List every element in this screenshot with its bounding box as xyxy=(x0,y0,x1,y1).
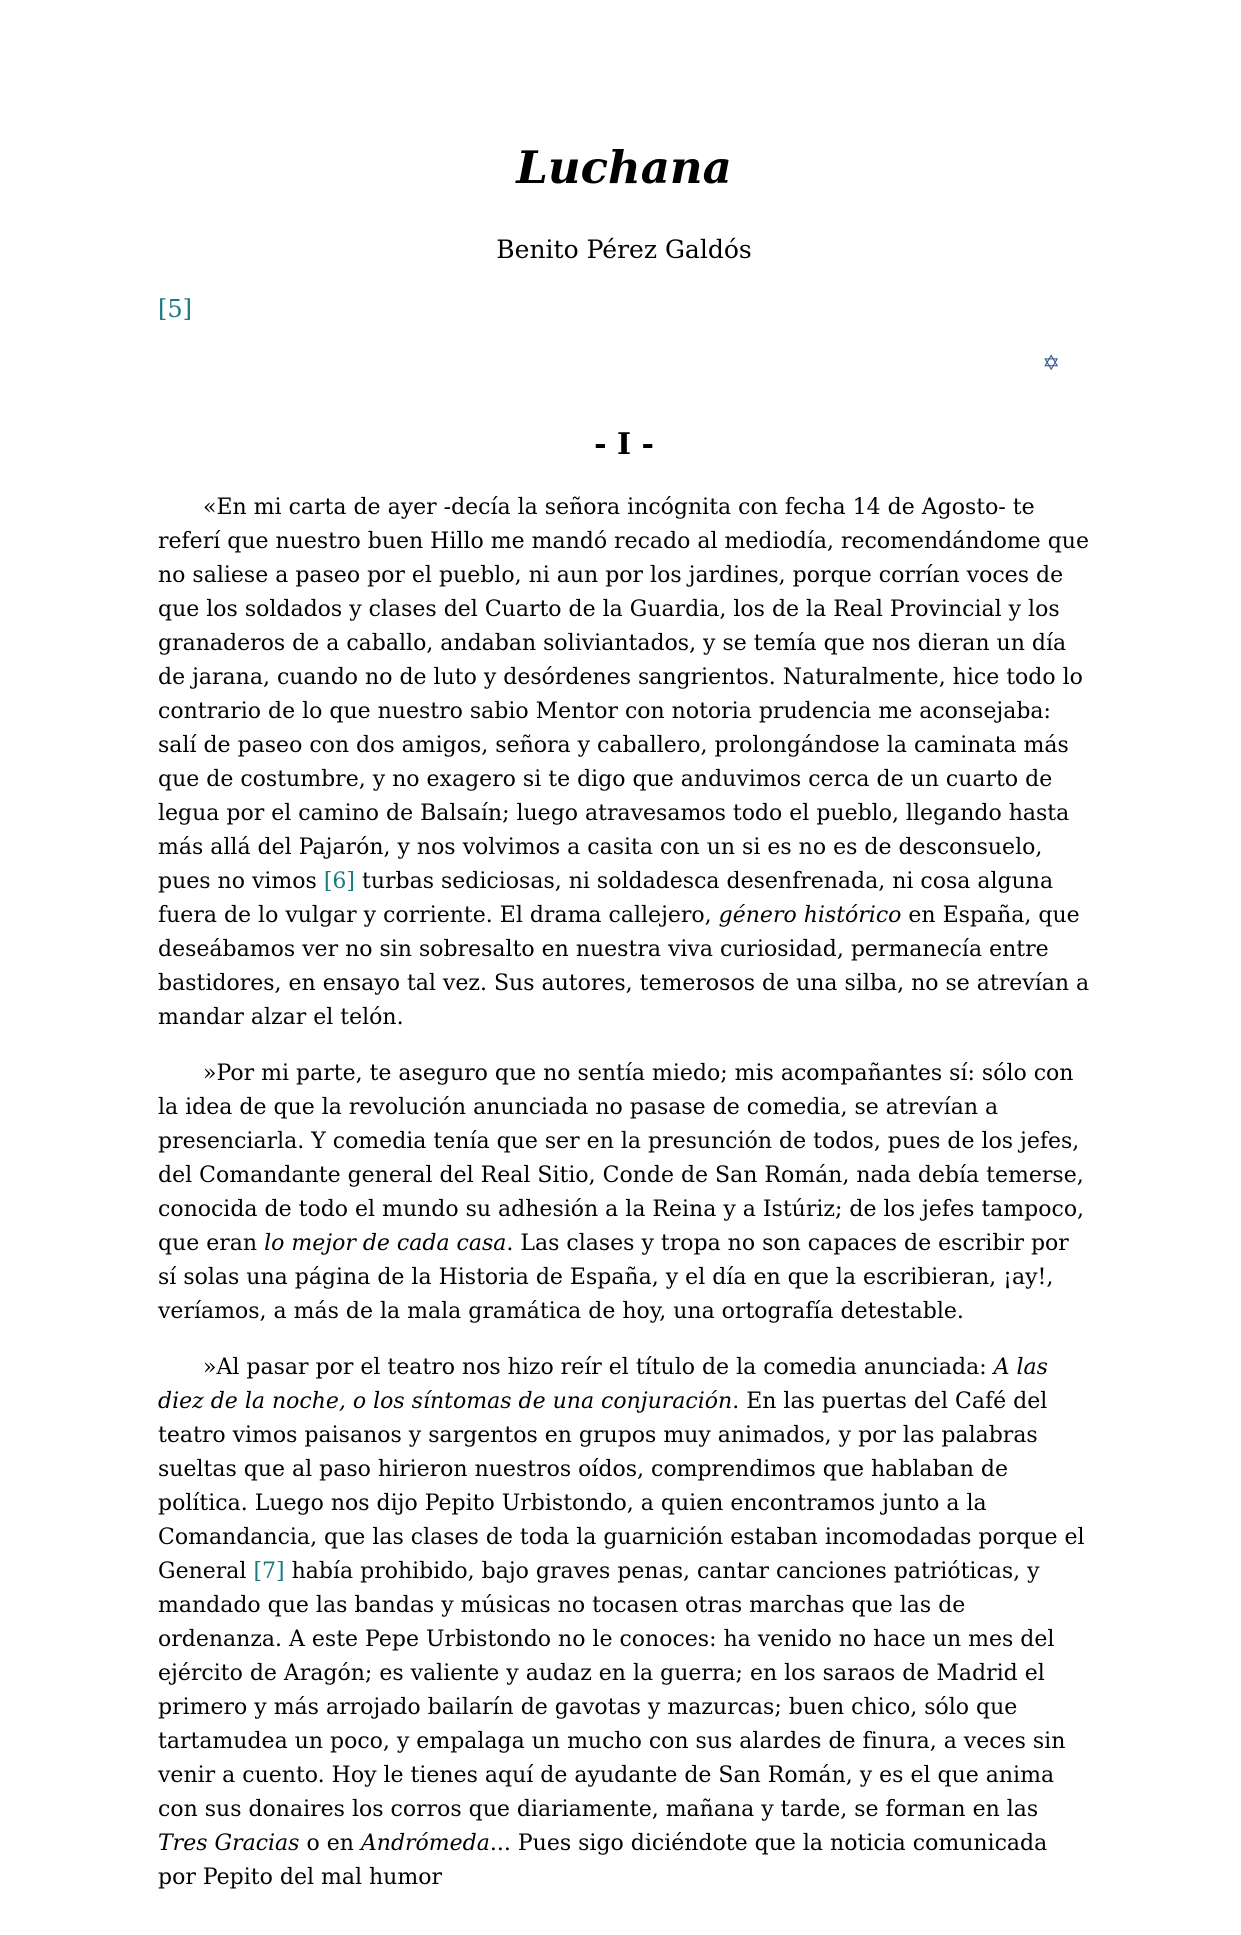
text-run: «En mi carta de ayer -decía la señora incógnita con fecha 14 de Agosto- te referí que nuestro buen Hillo me mandó recado al mediodía, recomendándome que no saliese a paseo por el pueblo, ni aun por los jardines, porque corrían voces de que los soldados y clases del Cuarto de la Guardia, los de la Real Provincial y los granaderos de a caballo, andaban soliviantados, y se temía que nos dieran un día de jarana, cuando no de luto y desórdenes sangrientos. Naturalmente, hice todo lo contrario de lo que nuestro sabio Mentor con notoria prudencia me aconsejaba: salí de paseo con dos amigos, señora y caballero, prolongándose la caminata más que de costumbre, y no exagero si te digo que anduvimos cerca de un cuarto de legua por el camino de Balsaín; luego atravesamos todo el pueblo, llegando hasta más allá del Pajarón, y nos volvimos a casita con un si es no es de desconsuelo, pues no vimos xyxy=(158,494,1089,894)
text-run: »Por mi parte, te aseguro que no sentía miedo; mis acompañantes sí: sólo con la idea de que la revolución anunciada no pasase de comedia, se atrevían a presenciarla. Y comedia tenía que ser en la presunción de todos, pues de los jefes, del Comandante general del Real Sitio, Conde de San Román, nada debía temerse, conocida de todo el mundo su adhesión a la Reina y a Istúriz; de los jefes tampoco, que eran xyxy=(158,1060,1085,1256)
paragraph xyxy=(158,1057,1090,1329)
paragraph xyxy=(158,1351,1090,1895)
body-text xyxy=(158,491,1090,1895)
text-run: en España, que deseábamos ver no sin sobresalto en nuestra viva curiosidad, permanecía entre bastidores, en ensayo tal vez. Sus autores, temerosos de una silba, no se atrevían a mandar alzar el telón. xyxy=(158,902,1090,1030)
text-run: ... Pues sigo diciéndote que la noticia comunicada por Pepito del mal humor xyxy=(158,1830,1048,1890)
italic-text-run: A las diez de la noche, o los síntomas de una conjuración xyxy=(158,1354,1048,1414)
text-run: o en xyxy=(299,1830,361,1856)
italic-text-run: Tres Gracias xyxy=(158,1830,300,1856)
star-of-david-icon[interactable]: ✡ xyxy=(1042,351,1060,376)
page-anchor[interactable]: [7] xyxy=(253,1558,285,1584)
italic-text-run: género histórico xyxy=(718,902,902,928)
page-anchor-5[interactable]: [5] xyxy=(158,295,192,324)
text-run: turbas sediciosas, ni soldadesca desenfrenada, ni cosa alguna fuera de lo vulgar y corriente. El drama callejero, xyxy=(158,868,1054,928)
text-run: había prohibido, bajo graves penas, cantar canciones patrióticas, y mandado que las bandas y músicas no tocasen otras marchas que las de ordenanza. A este Pepe Urbistondo no le conoces: ha venido no hace un mes del ejército de Aragón; es valiente y audaz en la guerra; en los saraos de Madrid el primero y más arrojado bailarín de gavotas y mazurcas; buen chico, sólo que tartamudea un poco, y empalaga un mucho con sus alardes de finura, a veces sin venir a cuento. Hoy le tienes aquí de ayudante de San Román, y es el que anima con sus donaires los corros que diariamente, mañana y tarde, se forman en las xyxy=(158,1558,1066,1822)
nav-row xyxy=(158,351,1090,376)
chapter-heading: - I - xyxy=(594,426,654,462)
text-run: . En las puertas del Café del teatro vimos paisanos y sargentos en grupos muy animados, y por las palabras sueltas que al paso hirieron nuestros oídos, comprendimos que hablaban de política. Luego nos dijo Pepito Urbistondo, a quien encontramos junto a la Comandancia, que las clases de toda la guarnición estaban incomodadas porque el General xyxy=(158,1388,1085,1584)
italic-text-run: Andrómeda xyxy=(360,1830,490,1856)
book-title: Luchana xyxy=(516,141,732,194)
text-run: . Las clases y tropa no son capaces de escribir por sí solas una página de la Historia de España, y el día en que la escribieran, ¡ay!, veríamos, a más de la mala gramática de hoy, una ortografía detestable. xyxy=(158,1230,1069,1324)
page-anchor[interactable]: [6] xyxy=(323,868,355,894)
page-marker-row xyxy=(158,294,1090,325)
italic-text-run: lo mejor de cada casa xyxy=(264,1230,507,1256)
book-author: Benito Pérez Galdós xyxy=(496,234,752,264)
paragraph xyxy=(158,491,1090,1035)
text-run: »Al pasar por el teatro nos hizo reír el título de la comedia anunciada: xyxy=(203,1354,994,1380)
